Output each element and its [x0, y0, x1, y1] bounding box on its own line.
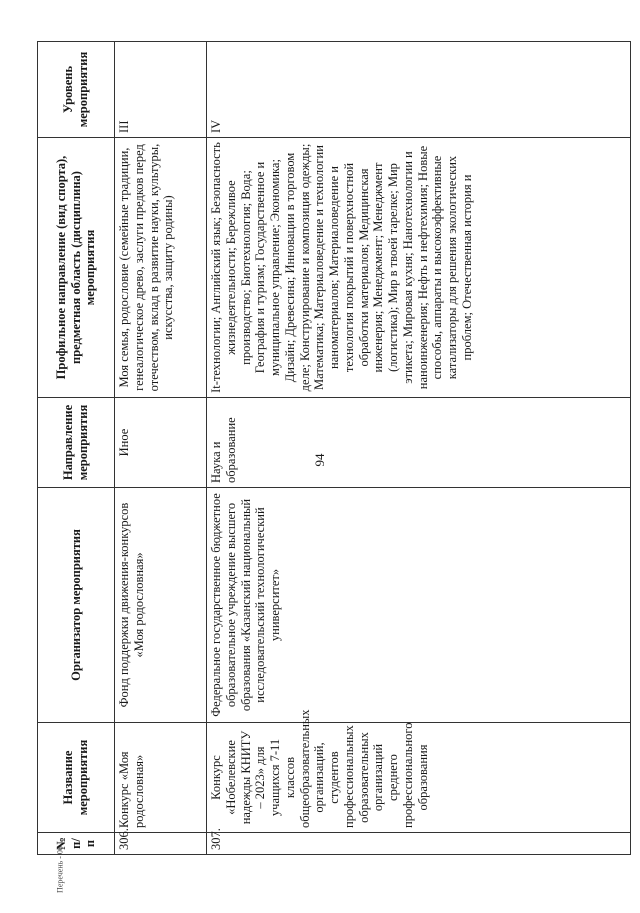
row-direction: Иное: [115, 398, 207, 488]
row-organizer: Федеральное государственное бюджетное образовательное учреждение высшего образования «Казанский национальный исследовательский технологический университет»: [207, 488, 631, 723]
row-num: 307.: [207, 833, 631, 855]
page-number: 94: [312, 453, 327, 467]
events-table: [37, 41, 631, 855]
header-level: Уровень мероприятия: [38, 42, 115, 138]
row-profile: It-технологии; Английский язык; Безопасность жизнедеятельности; Бережливое производство; Биотехнология; Вода; География и туризм; Государственное и муниципальное управление; Экономика; Дизайн; Древесина; Инновации в торговом деле; Конструирование и композиция одежды; Математика; Материаловедение и технологии наноматериалов; Материаловедение и технология покрытий и поверхностной обработки материалов; Медицинская инженерия; Менеджмент; Менеджмент (логистика); Мир в твоей тарелке; Мир этикета; Мировая кухня; Нанотехнологии и наноинженерия; Нефть и нефтехимия; Новые способы, аппараты и высокоэффективные катализаторы для решения экологических проблем; Отечественная история и: [207, 138, 631, 398]
header-name: Название мероприятия: [38, 723, 115, 833]
header-num: № п/п: [38, 833, 115, 855]
rotated-table-wrapper: [37, 42, 633, 855]
row-direction: Наука и образование: [207, 398, 631, 488]
row-level: III: [115, 42, 207, 138]
footer-note: Перечень - 06: [55, 846, 65, 893]
row-name: Конкурс «Моя родословная»: [115, 723, 207, 833]
header-profile: Профильное направление (вид спорта), предметная область (дисциплина) мероприятия: [38, 138, 115, 398]
row-name: Конкурс «Нобелевские надежды КНИТУ – 2023» для учащихся 7-11 классов общеобразовательных организаций, студентов профессиональных образовательных организаций среднего профессионального образования: [207, 723, 631, 833]
row-level: IV: [207, 42, 631, 138]
row-organizer: Фонд поддержки движения-конкурсов «Моя родословная»: [115, 488, 207, 723]
header-direction: Направление мероприятия: [38, 398, 115, 488]
row-profile: Моя семья, родословие (семейные традиции, генеалогическое древо, заслуги предков перед отечеством, вклад в развитие науки, культуры, искусства, защиту родины): [115, 138, 207, 398]
table-header-row: [38, 42, 115, 855]
header-organizer: Организатор мероприятия: [38, 488, 115, 723]
row-num: 306.: [115, 833, 207, 855]
table-row: [115, 42, 207, 855]
table-row: [207, 42, 631, 855]
